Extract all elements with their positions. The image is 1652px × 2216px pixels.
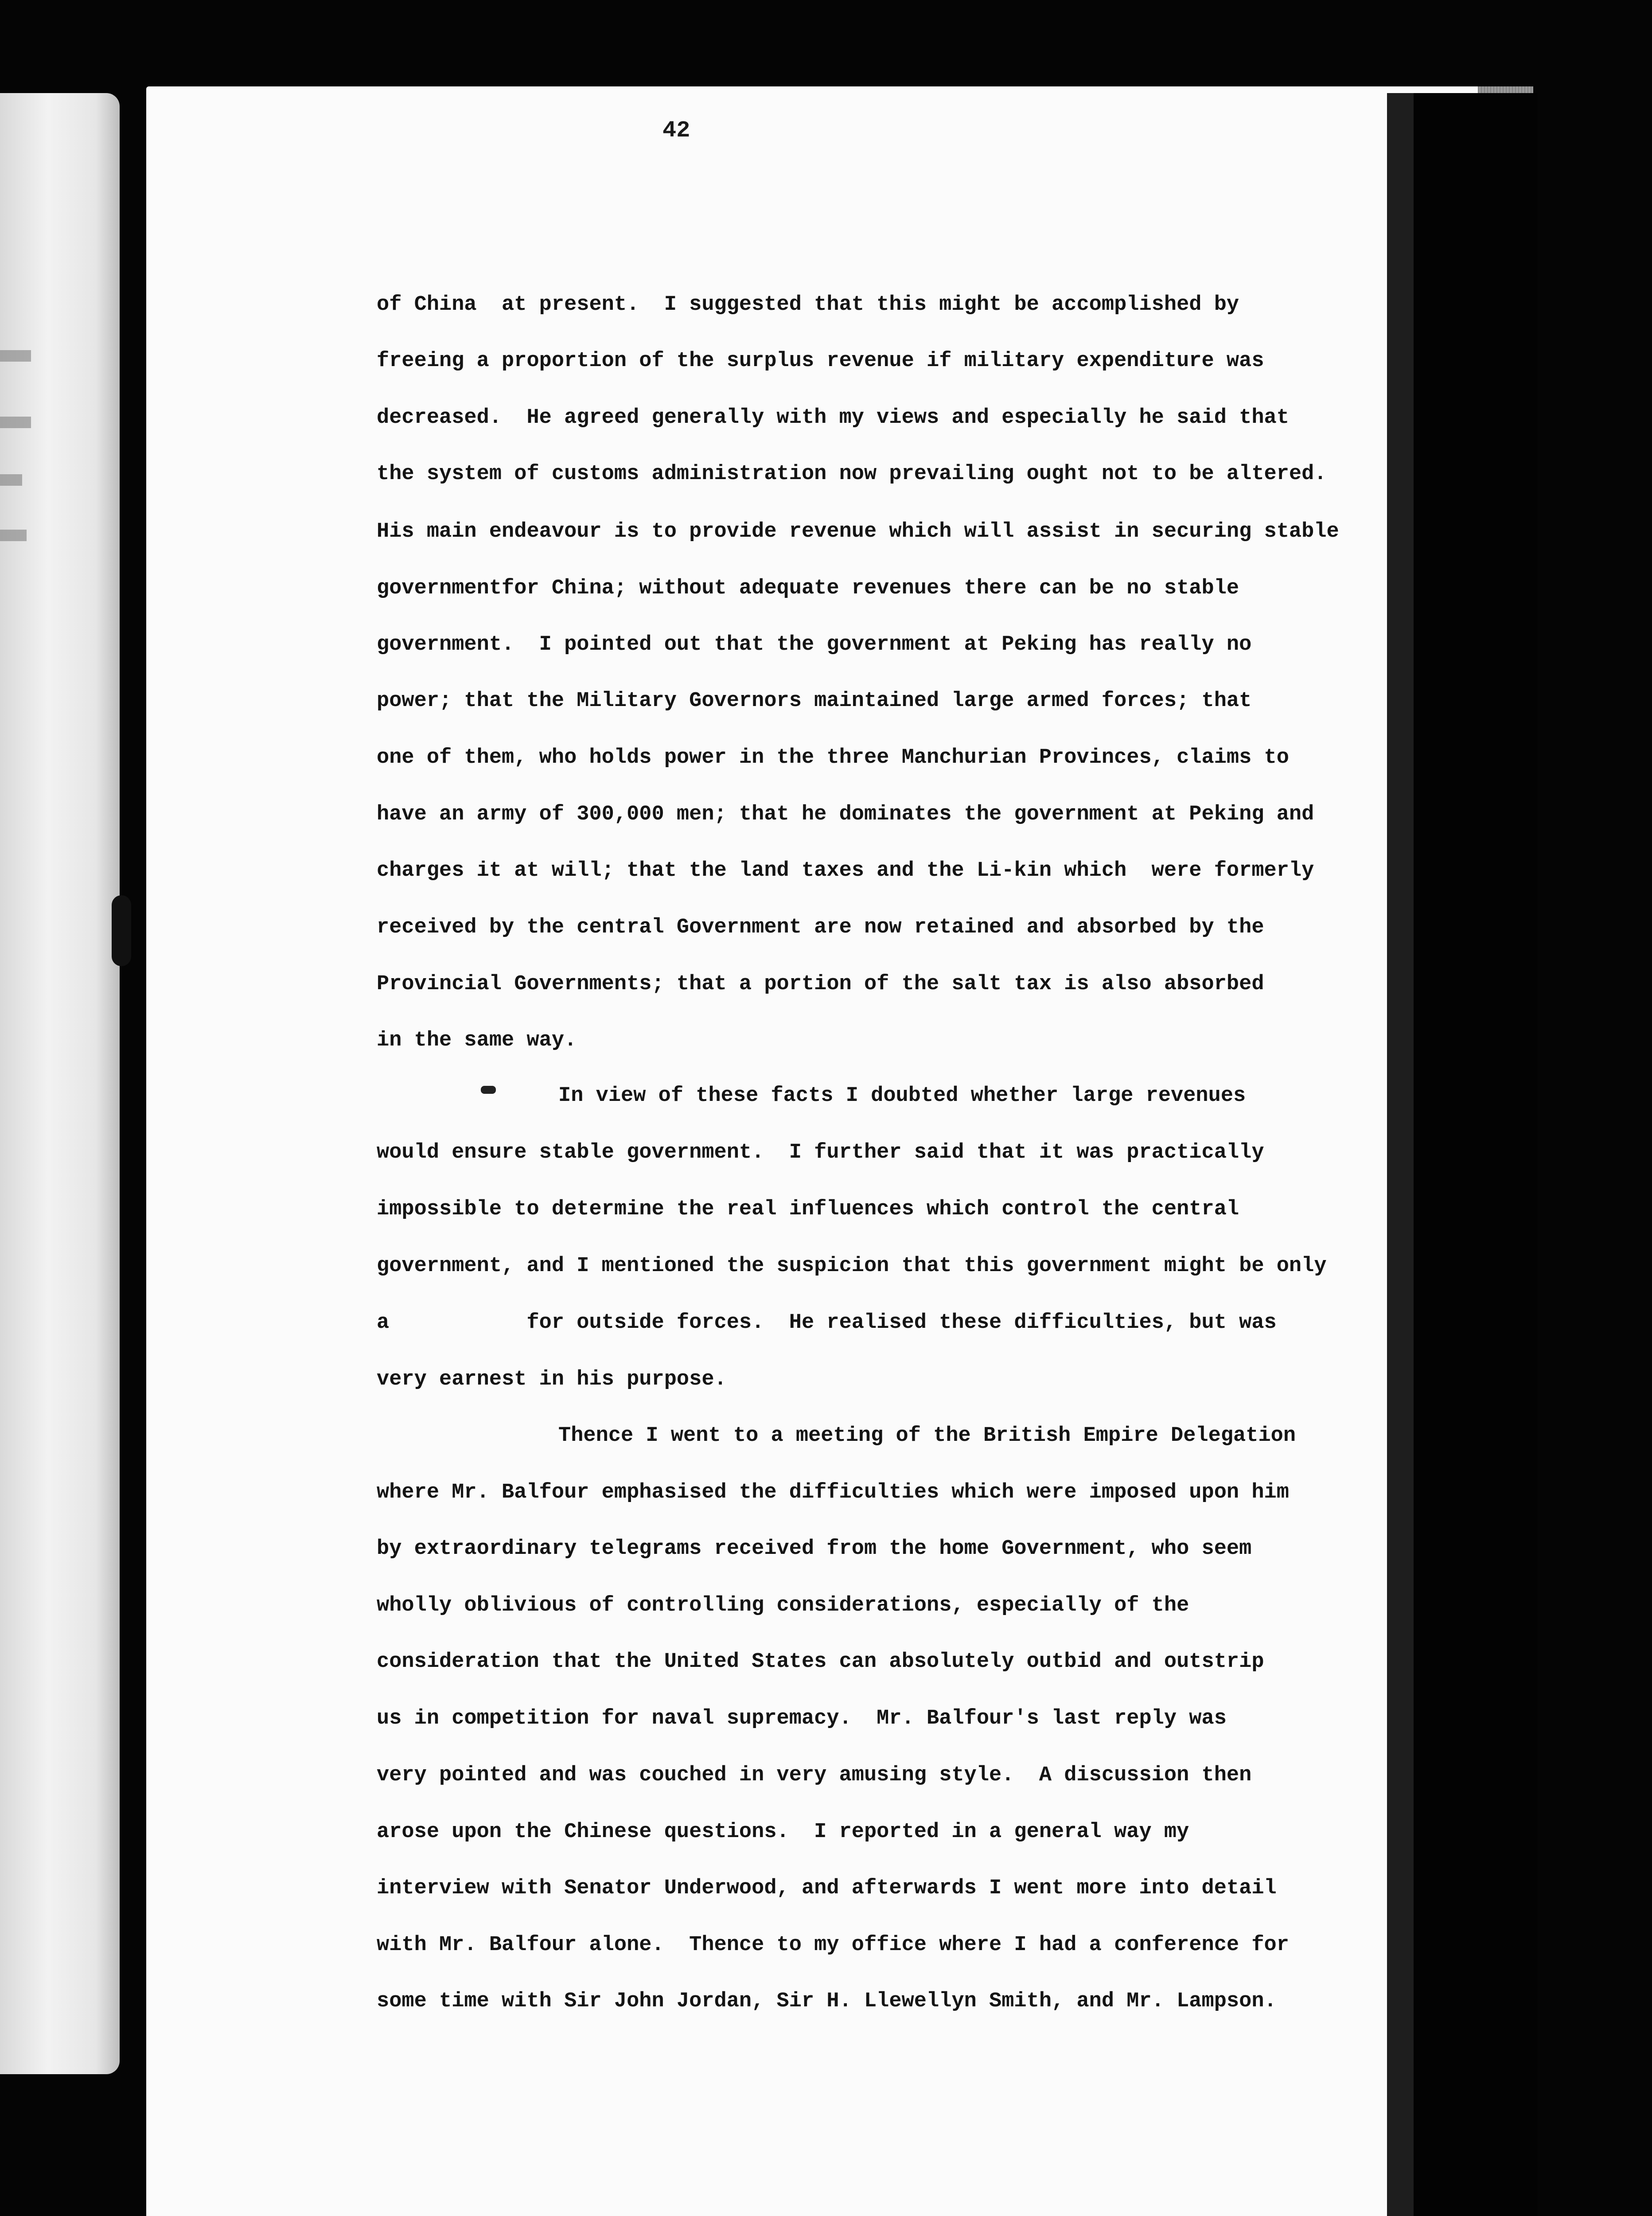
text-line: in the same way. (377, 1029, 577, 1052)
facing-page-edge (0, 93, 120, 2074)
text-line: impossible to determine the real influences which control the central (377, 1198, 1239, 1221)
text-line: consideration that the United States can absolutely outbid and outstrip (377, 1650, 1264, 1674)
text-line: us in competition for naval supremacy. Mr. Balfour's last reply was (377, 1707, 1227, 1730)
text-line: very pointed and was couched in very amusing style. A discussion then (377, 1763, 1252, 1787)
text-line: government. I pointed out that the government at Peking has really no (377, 633, 1252, 656)
text-line: power; that the Military Governors maintained large armed forces; that (377, 689, 1252, 713)
text-line: In view of these facts I doubted whether large revenues (558, 1084, 1246, 1108)
bleed-through-mark (0, 417, 31, 428)
bleed-through-mark (0, 530, 27, 541)
ink-mark (481, 1086, 496, 1094)
text-line: would ensure stable government. I further said that it was practically (377, 1141, 1264, 1164)
text-line: very earnest in his purpose. (377, 1368, 727, 1391)
text-line: interview with Senator Underwood, and afterwards I went more into detail (377, 1877, 1277, 1900)
page-number: 42 (662, 117, 690, 144)
text-line: the system of customs administration now prevailing ought not to be altered. (377, 462, 1327, 486)
text-line: wholly oblivious of controlling considerations, especially of the (377, 1594, 1189, 1617)
text-line: received by the central Government are now retained and absorbed by the (377, 916, 1264, 939)
text-line: a for outside forces. He realised these difficulties, but was (377, 1311, 1277, 1334)
text-line: governmentfor China; without adequate revenues there can be no stable (377, 577, 1239, 600)
background-strip (1414, 93, 1538, 2216)
text-line: Thence I went to a meeting of the British Empire Delegation (558, 1424, 1296, 1447)
text-line: some time with Sir John Jordan, Sir H. Llewellyn Smith, and Mr. Lampson. (377, 1990, 1277, 2013)
text-line: arose upon the Chinese questions. I reported in a general way my (377, 1820, 1189, 1844)
edge-strip (1387, 93, 1414, 2216)
text-line: decreased. He agreed generally with my views and especially he said that (377, 406, 1289, 429)
text-line: Provincial Governments; that a portion of the salt tax is also absorbed (377, 972, 1264, 996)
book-edge-shadow (1387, 93, 1538, 2216)
text-line: His main endeavour is to provide revenue which will assist in securing stable (377, 520, 1339, 543)
text-line: charges it at will; that the land taxes and the Li-kin which were formerly (377, 859, 1314, 882)
text-line: by extraordinary telegrams received from the home Government, who seem (377, 1537, 1252, 1561)
text-line: with Mr. Balfour alone. Thence to my office where I had a conference for (377, 1933, 1289, 1957)
text-line: of China at present. I suggested that this might be accomplished by (377, 293, 1239, 316)
bleed-through-mark (0, 474, 22, 486)
text-line: freeing a proportion of the surplus revenue if military expenditure was (377, 349, 1264, 373)
text-line: have an army of 300,000 men; that he dominates the government at Peking and (377, 803, 1314, 826)
binding-clip (112, 895, 131, 966)
document-page (146, 86, 1533, 2216)
text-line: where Mr. Balfour emphasised the difficulties which were imposed upon him (377, 1481, 1289, 1504)
text-line: government, and I mentioned the suspicion that this government might be only (377, 1254, 1327, 1278)
bleed-through-mark (0, 350, 31, 362)
text-line: one of them, who holds power in the three Manchurian Provinces, claims to (377, 746, 1289, 769)
